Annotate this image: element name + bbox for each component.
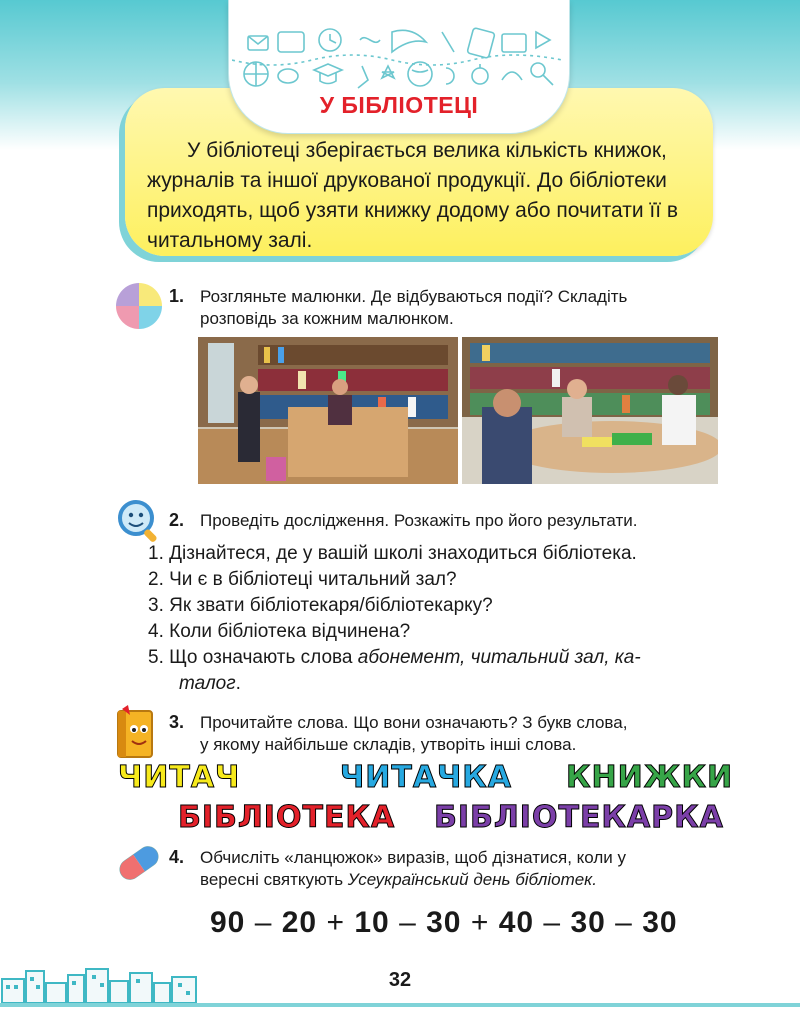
pill-icon bbox=[116, 843, 162, 883]
magnifier-icon bbox=[116, 498, 162, 544]
list-item-suffix: . bbox=[235, 673, 241, 694]
task-4-line2-start: вересні святкують bbox=[200, 870, 348, 889]
expr-number: 30 bbox=[426, 906, 462, 939]
city-skyline-icon bbox=[0, 965, 210, 1005]
word-biblioteka: БІБЛІОТЕКА bbox=[178, 800, 396, 835]
library-photo-reading-room bbox=[462, 337, 718, 484]
list-item: 4. Коли бібліотека відчинена? bbox=[148, 621, 411, 642]
task-1-line1: Розгляньте малюнки. Де відбуваються події? Складіть bbox=[200, 287, 628, 306]
task-3-line1: Прочитайте слова. Що вони означають? З букв слова, bbox=[200, 713, 628, 732]
word-bibliotekarka: БІБЛІОТЕКАРКА bbox=[434, 800, 724, 835]
task-4-number: 4. bbox=[169, 847, 185, 867]
expr-operator: – bbox=[615, 906, 633, 939]
task-3-line2: у якому найбільше складів, утворіть інші слова. bbox=[200, 735, 577, 754]
task-4-line1: Обчисліть «ланцюжок» виразів, щоб дізнатися, коли у bbox=[200, 848, 627, 867]
word-chytachka: ЧИТАЧКА bbox=[340, 760, 513, 795]
task-1-line2: розповідь за кожним малюнком. bbox=[200, 309, 454, 328]
list-item-prefix: 5. Що означають слова bbox=[148, 647, 358, 668]
task-2-number: 2. bbox=[169, 510, 185, 530]
expr-operator: – bbox=[543, 906, 562, 939]
list-item: 2. Чи є в бібліотеці читальний зал? bbox=[148, 569, 457, 590]
math-expression bbox=[210, 906, 678, 940]
colored-circle-icon bbox=[116, 283, 162, 329]
task-1-text bbox=[200, 286, 627, 330]
intro-text: У бібліотеці зберігається велика кількість книжок, журналів та іншої друкованої продукції. До бібліотеки приходять, щоб узяти книжку додому або почитати її в читальному залі. bbox=[147, 139, 679, 252]
list-item-term-end: талог bbox=[179, 673, 236, 694]
expr-number: 30 bbox=[570, 906, 606, 939]
list-item: 1. Дізнайтеся, де у вашій школі знаходиться бібліотека. bbox=[148, 543, 637, 564]
word-chytach: ЧИТАЧ bbox=[118, 760, 241, 795]
task-4-text bbox=[200, 847, 626, 891]
expr-number: 20 bbox=[281, 906, 318, 939]
book-character-icon bbox=[112, 705, 160, 761]
expr-operator: + bbox=[326, 906, 345, 939]
list-item-continuation bbox=[148, 671, 798, 697]
library-photo-desk bbox=[198, 337, 458, 484]
expr-number: 10 bbox=[354, 906, 390, 939]
list-item-terms: абонемент, читальний зал, ка- bbox=[357, 647, 641, 668]
word-knyzhky: КНИЖКИ bbox=[566, 760, 734, 795]
expr-number: 90 bbox=[210, 906, 246, 939]
task-2-text: Проведіть дослідження. Розкажіть про його результати. bbox=[200, 511, 638, 530]
page-title: У БІБЛІОТЕЦІ bbox=[319, 92, 479, 118]
task-4-line2 bbox=[200, 869, 626, 891]
task-4-holiday-name: Усеукраїнський день бібліотек. bbox=[347, 870, 597, 889]
list-item: 3. Як звати бібліотекаря/бібліотекарку? bbox=[148, 595, 493, 616]
task-3-text bbox=[200, 712, 627, 756]
school-doodles-icon bbox=[232, 26, 562, 96]
expr-number: 40 bbox=[498, 906, 535, 939]
expr-number: 30 bbox=[642, 906, 678, 939]
expr-operator: – bbox=[254, 906, 273, 939]
task-3-number: 3. bbox=[169, 712, 185, 732]
research-list bbox=[148, 541, 798, 697]
task-1-number: 1. bbox=[169, 286, 185, 306]
page-number: 32 bbox=[388, 969, 412, 991]
footer-line bbox=[0, 1003, 800, 1007]
list-item bbox=[148, 645, 798, 671]
expr-operator: – bbox=[399, 906, 417, 939]
expr-operator: + bbox=[470, 906, 490, 939]
